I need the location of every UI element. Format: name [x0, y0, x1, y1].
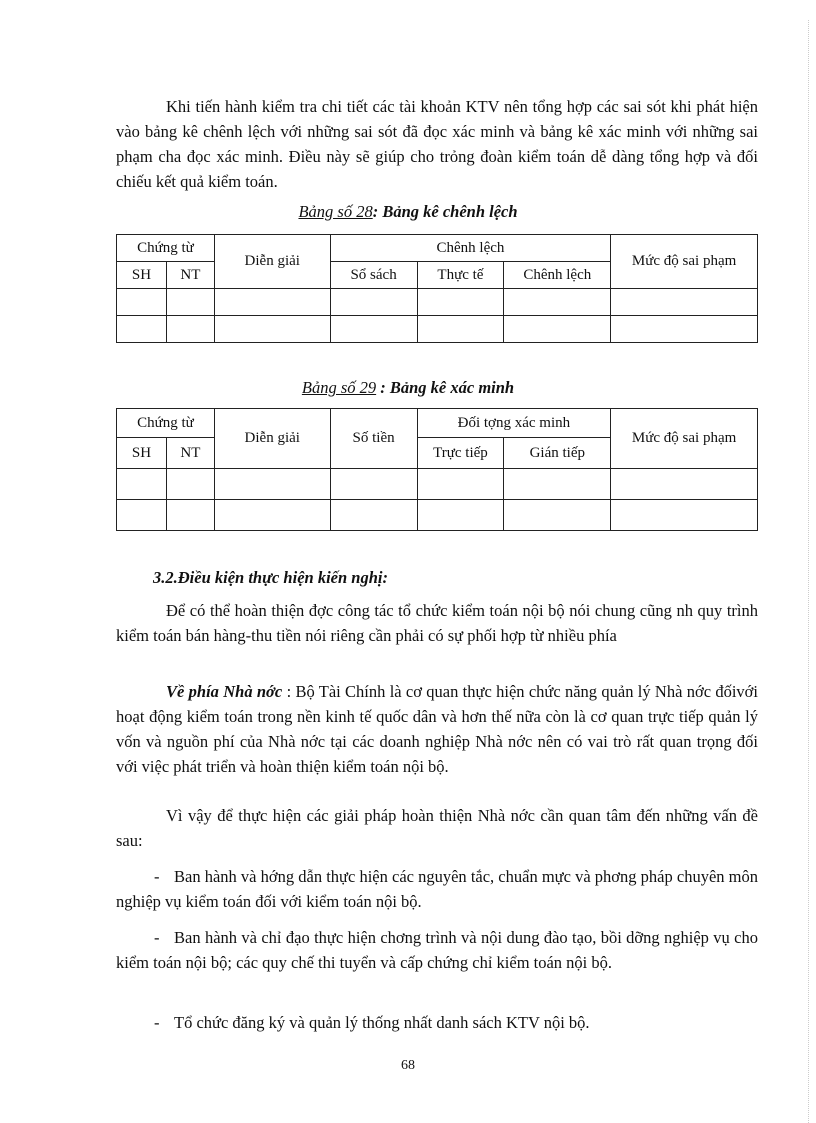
table29-caption	[0, 378, 816, 398]
col-gian-tiep: Gián tiếp	[504, 438, 611, 469]
col-nt: NT	[166, 438, 214, 469]
paragraph-2-rest: : Bộ Tài Chính là cơ quan thực hiện chức năng quản lý Nhà nớc đốivới hoạt động kiểm toán trong nền kinh tế quốc dân và hơn thế nữa còn là cơ quan trực tiếp quản lý vốn và nguồn phí của Nhà nớc tại các doanh nghiệp Nhà nớc nên có vai trò rất quan trọng đối với việc phát triển và hoàn thiện kiểm toán nội bộ.	[116, 682, 758, 776]
list-item-text: Ban hành và hớng dẫn thực hiện các nguyên tắc, chuẩn mực và phơng pháp chuyên môn nghiệp vụ kiểm toán đối với kiểm toán nội bộ.	[116, 867, 758, 911]
paragraph-2	[116, 679, 758, 779]
table28-caption-title: : Bảng kê chênh lệch	[372, 202, 518, 221]
table-29	[116, 408, 758, 531]
bullet-dash: -	[154, 1013, 160, 1032]
bullet-dash: -	[154, 928, 160, 947]
list-item	[116, 864, 758, 914]
intro-paragraph: Khi tiến hành kiểm tra chi tiết các tài khoản KTV nên tổng hợp các sai sót khi phát hiện vào bảng kê chênh lệch với những sai sót đã đọc xác minh và bảng kê xác minh với những sai phạm cha đọc xác minh. Điều này sẽ giúp cho trỏng đoàn kiểm toán dễ dàng tổng hợp và đối chiếu kết quả kiểm toán.	[116, 97, 758, 191]
table28-caption	[0, 202, 816, 222]
col-muc-do: Mức độ sai phạm	[611, 409, 758, 469]
bullet-dash: -	[154, 867, 160, 886]
table28-caption-label: Bảng số 28	[298, 202, 373, 221]
col-so-tien: Số tiền	[330, 409, 417, 469]
list-item-text: Ban hành và chỉ đạo thực hiện chơng trình và nội dung đào tạo, bồi dỡng nghiệp vụ cho kiểm toán nội bộ; các quy chế thi tuyển và cấp chứng chỉ kiểm toán nội bộ.	[116, 928, 758, 972]
page-edge-right	[808, 20, 809, 1123]
section-heading: 3.2.Điều kiện thực hiện kiến nghị:	[153, 568, 388, 587]
col-chung-tu: Chứng từ	[117, 235, 215, 262]
col-chung-tu: Chứng từ	[117, 409, 215, 438]
col-so-sach: Sổ sách	[330, 262, 417, 289]
table-row	[117, 469, 758, 500]
list-item	[116, 1010, 758, 1035]
col-muc-do: Mức độ sai phạm	[611, 235, 758, 289]
table-row	[117, 316, 758, 343]
col-nt: NT	[166, 262, 214, 289]
col-thuc-te: Thực tế	[417, 262, 504, 289]
list-item	[116, 925, 758, 975]
list-item-text: Tổ chức đăng ký và quản lý thống nhất danh sách KTV nội bộ.	[174, 1013, 590, 1032]
paragraph-2-lead: Về phía Nhà nớc	[166, 682, 283, 701]
table29-caption-title: : Bảng kê xác minh	[376, 378, 515, 397]
col-doi-tuong: Đối tợng xác minh	[417, 409, 611, 438]
table-row	[117, 289, 758, 316]
col-dien-giai: Diễn giải	[214, 235, 330, 289]
col-sh: SH	[117, 262, 167, 289]
col-chenh-lech: Chênh lệch	[330, 235, 611, 262]
col-truc-tiep: Trực tiếp	[417, 438, 504, 469]
col-sh: SH	[117, 438, 167, 469]
col-chenh-lech-value: Chênh lệch	[504, 262, 611, 289]
page-number: 68	[401, 1058, 415, 1073]
col-dien-giai: Diễn giải	[214, 409, 330, 469]
paragraph-1: Để có thể hoàn thiện đợc công tác tổ chức kiểm toán nội bộ nói chung cũng nh quy trình kiểm toán bán hàng-thu tiền nói riêng cần phải có sự phối hợp từ nhiều phía	[116, 601, 758, 645]
table-28	[116, 234, 758, 343]
paragraph-3: Vì vậy để thực hiện các giải pháp hoàn thiện Nhà nớc cần quan tâm đến những vấn đề sau:	[116, 806, 758, 850]
table29-caption-label: Bảng số 29	[301, 378, 377, 397]
table-row	[117, 500, 758, 531]
